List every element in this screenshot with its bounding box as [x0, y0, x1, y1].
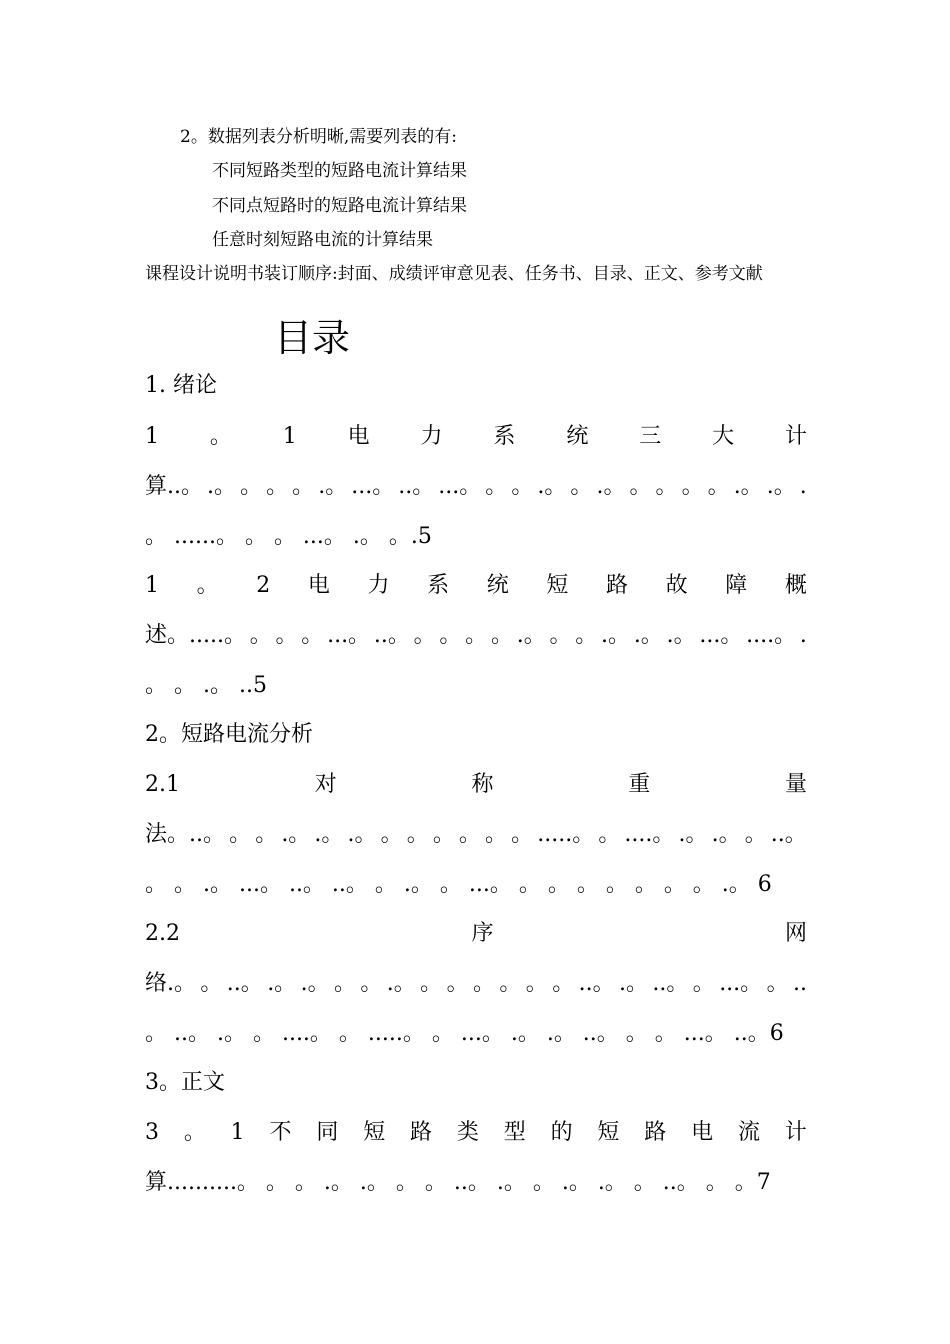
requirement-item-2: 2。数据列表分析明晰,需要列表的有:: [180, 127, 457, 147]
toc-token: 。: [525, 971, 548, 996]
toc-token: 。: [485, 474, 508, 499]
toc-token: 路: [410, 1120, 433, 1145]
toc-token: 重: [628, 772, 651, 797]
toc-token: .。: [666, 623, 696, 648]
toc-entry-1-1-head[interactable]: [145, 422, 807, 452]
toc-token: .。: [267, 971, 297, 996]
toc-token: ..。: [373, 623, 410, 648]
toc-token: 。: [439, 623, 462, 648]
toc-token: 。: [575, 623, 598, 648]
toc-token: .: [799, 623, 807, 648]
toc-token: 2: [256, 573, 271, 598]
toc-entry-2-1-page: 。 。 .。 ...。 ..。 ..。 。 .。 。 ...。 。 。 。 。 。 。 。 .。 6: [145, 872, 772, 897]
toc-token: 短: [546, 573, 569, 598]
toc-token: 计: [784, 1120, 807, 1145]
toc-token: 。: [183, 1120, 206, 1145]
toc-token: .。: [766, 474, 796, 499]
toc-token: ...。: [438, 474, 482, 499]
toc-token: .。: [633, 623, 663, 648]
toc-token: 路: [605, 573, 628, 598]
toc-token: 同: [316, 1120, 339, 1145]
toc-token: 。: [692, 971, 715, 996]
toc-token: 力: [420, 424, 443, 449]
toc-token: .。: [596, 474, 626, 499]
requirement-table-2: 不同点短路时的短路电流计算结果: [212, 196, 467, 216]
toc-token: 2.1: [145, 772, 180, 797]
toc-token: 。: [200, 971, 223, 996]
toc-token: 。: [511, 822, 534, 847]
toc-entry-2-2-page: 。 ..。 .。 。 ....。 。 .....。 。 ...。 .。 .。 ..。 。 。 ...。 ..。6: [145, 1021, 784, 1046]
toc-token: 。: [549, 623, 572, 648]
toc-token: 。: [570, 474, 593, 499]
toc-title: 目录: [274, 316, 351, 360]
toc-token: 统: [566, 424, 589, 449]
toc-token: 。: [266, 474, 289, 499]
toc-token: ...。: [351, 474, 395, 499]
toc-token: 1: [282, 424, 297, 449]
toc-token: 。: [196, 573, 219, 598]
toc-token: 序: [471, 921, 494, 946]
toc-token: .。: [318, 474, 348, 499]
toc-token: .。: [207, 474, 237, 499]
toc-token: 。: [485, 822, 508, 847]
toc-entry-1-2-leader: [145, 621, 807, 651]
toc-token: .。: [619, 971, 648, 996]
toc-token: 。: [446, 971, 469, 996]
toc-token: 。: [240, 474, 263, 499]
toc-token: 算..。: [145, 474, 203, 499]
toc-token: 量: [784, 772, 807, 797]
toc-token: ...。: [327, 623, 371, 648]
toc-token: 三: [639, 424, 662, 449]
toc-entry-1-2-page: 。 。 .。 ..5: [145, 673, 267, 698]
toc-token: 。: [229, 822, 252, 847]
toc-token: 。: [552, 971, 575, 996]
toc-token: .。: [386, 971, 416, 996]
toc-token: 。: [499, 971, 522, 996]
toc-token: ..。: [226, 971, 263, 996]
toc-token: 。: [681, 474, 704, 499]
toc-token: 。: [255, 822, 278, 847]
toc-token: .。: [711, 822, 741, 847]
toc-token: ..: [792, 971, 807, 996]
toc-token: 对: [314, 772, 337, 797]
toc-token: 。: [333, 971, 356, 996]
toc-token: 。: [629, 474, 652, 499]
requirement-table-1: 不同短路类型的短路电流计算结果: [212, 161, 467, 181]
toc-token: 。: [655, 474, 678, 499]
toc-token: 。: [275, 623, 298, 648]
toc-token: 。: [380, 822, 403, 847]
toc-token: 1: [145, 424, 159, 449]
toc-token: 。: [744, 822, 767, 847]
toc-token: ...。: [719, 971, 763, 996]
toc-token: 。: [209, 424, 232, 449]
toc-token: 网: [784, 921, 807, 946]
toc-entry-1-2-head[interactable]: [145, 571, 807, 601]
toc-token: 。: [490, 623, 513, 648]
toc-token: 。: [766, 971, 789, 996]
toc-token: 短: [597, 1120, 620, 1145]
toc-token: .。: [733, 474, 763, 499]
toc-token: 类: [456, 1120, 479, 1145]
toc-token: ...。: [699, 623, 743, 648]
toc-token: 2.2: [145, 921, 180, 946]
toc-token: 系: [493, 424, 516, 449]
toc-token: 。: [413, 623, 436, 648]
toc-token: 电: [307, 573, 330, 598]
toc-token: .。: [678, 822, 708, 847]
toc-token: 。: [292, 474, 315, 499]
toc-entry-1-1-page: 。 ......。 。 。 ...。 .。 。.5: [145, 524, 432, 549]
toc-token: .....。: [537, 822, 595, 847]
toc-token: 力: [367, 573, 390, 598]
toc-token: ....。: [624, 822, 675, 847]
toc-token: 。: [360, 971, 383, 996]
toc-token: 概: [784, 573, 807, 598]
toc-section-3[interactable]: 3。正文: [145, 1070, 225, 1095]
toc-token: 系: [427, 573, 450, 598]
toc-token: 电: [347, 424, 370, 449]
toc-section-2[interactable]: 2。短路电流分析: [145, 722, 313, 747]
toc-token: 统: [486, 573, 509, 598]
toc-token: 故: [665, 573, 688, 598]
toc-token: 。: [432, 822, 455, 847]
toc-token: ..。: [770, 822, 807, 847]
toc-token: 。: [511, 474, 534, 499]
toc-token: 。: [707, 474, 730, 499]
toc-token: 型: [503, 1120, 526, 1145]
toc-token: 。: [465, 623, 488, 648]
toc-token: 的: [550, 1120, 573, 1145]
toc-token: .: [799, 474, 807, 499]
toc-token: 短: [363, 1120, 386, 1145]
toc-token: .。: [347, 822, 377, 847]
toc-token: .。: [300, 971, 330, 996]
toc-token: 。: [472, 971, 495, 996]
toc-token: .。: [601, 623, 631, 648]
toc-token: .。: [516, 623, 546, 648]
toc-entry-3-1-head[interactable]: [145, 1118, 807, 1148]
toc-entry-2-1-head[interactable]: [145, 770, 807, 800]
toc-token: 。: [598, 822, 621, 847]
binding-order-note: 课程设计说明书装订顺序:封面、成绩评审意见表、任务书、目录、正文、参考文献: [145, 264, 763, 284]
toc-token: .。: [537, 474, 567, 499]
toc-token: 。: [458, 822, 481, 847]
toc-token: 。: [420, 971, 443, 996]
toc-token: ..。: [398, 474, 435, 499]
toc-token: ..。: [652, 971, 689, 996]
toc-section-1[interactable]: 1. 绪论: [145, 373, 217, 398]
toc-token: .。: [314, 822, 344, 847]
toc-entry-2-2-head[interactable]: [145, 919, 807, 949]
toc-entry-1-1-leader: [145, 472, 807, 502]
toc-token: 障: [725, 573, 748, 598]
toc-token: 3: [145, 1120, 159, 1145]
toc-token: 1: [145, 573, 159, 598]
toc-entry-2-1-leader: [145, 820, 807, 850]
toc-token: 。: [301, 623, 324, 648]
toc-token: 法。..。: [145, 822, 225, 847]
toc-token: ....。: [746, 623, 797, 648]
toc-token: .。: [281, 822, 311, 847]
toc-token: 述。.....。: [145, 623, 246, 648]
toc-token: 。: [406, 822, 429, 847]
toc-token: 路: [644, 1120, 667, 1145]
toc-token: 计: [784, 424, 807, 449]
toc-token: 络.。: [145, 971, 196, 996]
toc-token: 称: [471, 772, 494, 797]
toc-token: 不: [269, 1120, 292, 1145]
toc-entry-2-2-leader: [145, 969, 807, 999]
toc-token: 1: [230, 1120, 245, 1145]
toc-token: ..。: [578, 971, 615, 996]
toc-token: 电: [691, 1120, 714, 1145]
toc-token: 大: [712, 424, 735, 449]
toc-entry-3-1-page: 算..........。 。 。 .。 .。 。 。 ..。 .。 。 .。 .。 。 ..。 。 。7: [145, 1170, 771, 1195]
toc-token: 流: [737, 1120, 760, 1145]
requirement-table-3: 任意时刻短路电流的计算结果: [212, 230, 433, 250]
toc-token: 。: [249, 623, 272, 648]
